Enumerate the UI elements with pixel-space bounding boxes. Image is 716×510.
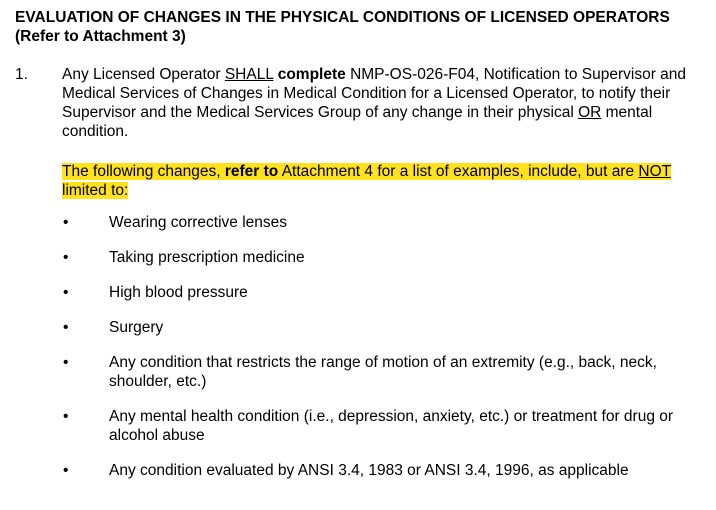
or-keyword: OR (578, 104, 602, 121)
list-item-text: Taking prescription medicine (109, 249, 305, 266)
section-reference: (Refer to Attachment 3) (15, 28, 186, 45)
bullet-icon: • (63, 249, 69, 266)
section-title: EVALUATION OF CHANGES IN THE PHYSICAL CONDITIONS OF LICENSED OPERATORS (15, 9, 670, 26)
not-keyword: NOT (638, 163, 671, 180)
step-text-part: NMP-OS-026-F04, Notification to Supervisor and Medical Services of Changes in Medical Condition for a Licensed Operator, to notify their Supervisor and the Medical Services Group of any change in their physical (62, 66, 687, 121)
bullet-icon: • (63, 284, 69, 301)
list-item-text: Any condition that restricts the range of motion of an extremity (e.g., back, neck, shoulder, etc.) (109, 354, 657, 390)
list-item (62, 248, 706, 267)
list-item (62, 353, 706, 391)
highlighted-note (62, 162, 692, 200)
step-text-part: Any Licensed Operator (62, 66, 225, 83)
bullet-icon: • (63, 319, 69, 336)
list-item (62, 283, 706, 302)
bullet-icon: • (63, 214, 69, 231)
list-item (62, 407, 706, 445)
shall-keyword: SHALL (224, 66, 274, 83)
list-item (62, 318, 706, 337)
list-item-text: Any condition evaluated by ANSI 3.4, 1983 or ANSI 3.4, 1996, as applicable (109, 462, 629, 479)
examples-list (62, 213, 706, 480)
section-heading (15, 8, 706, 46)
list-item-text: Wearing corrective lenses (109, 214, 288, 231)
procedure-step (15, 65, 706, 496)
refer-to-keyword: refer to (224, 163, 279, 180)
step-body (62, 65, 706, 496)
note-text-part: Attachment 4 for a list of examples, include, but are (278, 163, 639, 180)
list-item-text: Any mental health condition (i.e., depression, anxiety, etc.) or treatment for drug or alcohol abuse (109, 408, 674, 444)
step-text (62, 65, 692, 141)
list-item (62, 213, 706, 232)
list-item-text: High blood pressure (109, 284, 248, 301)
bullet-icon: • (63, 408, 69, 425)
complete-keyword: complete (277, 66, 346, 83)
note-text-part: limited to: (62, 182, 129, 199)
note-text-part: The following changes, (62, 163, 225, 180)
bullet-icon: • (63, 462, 69, 479)
step-text-part: mental condition. (62, 104, 653, 140)
list-item (62, 461, 706, 480)
bullet-icon: • (63, 354, 69, 371)
step-number: 1. (15, 66, 28, 83)
list-item-text: Surgery (109, 319, 164, 336)
